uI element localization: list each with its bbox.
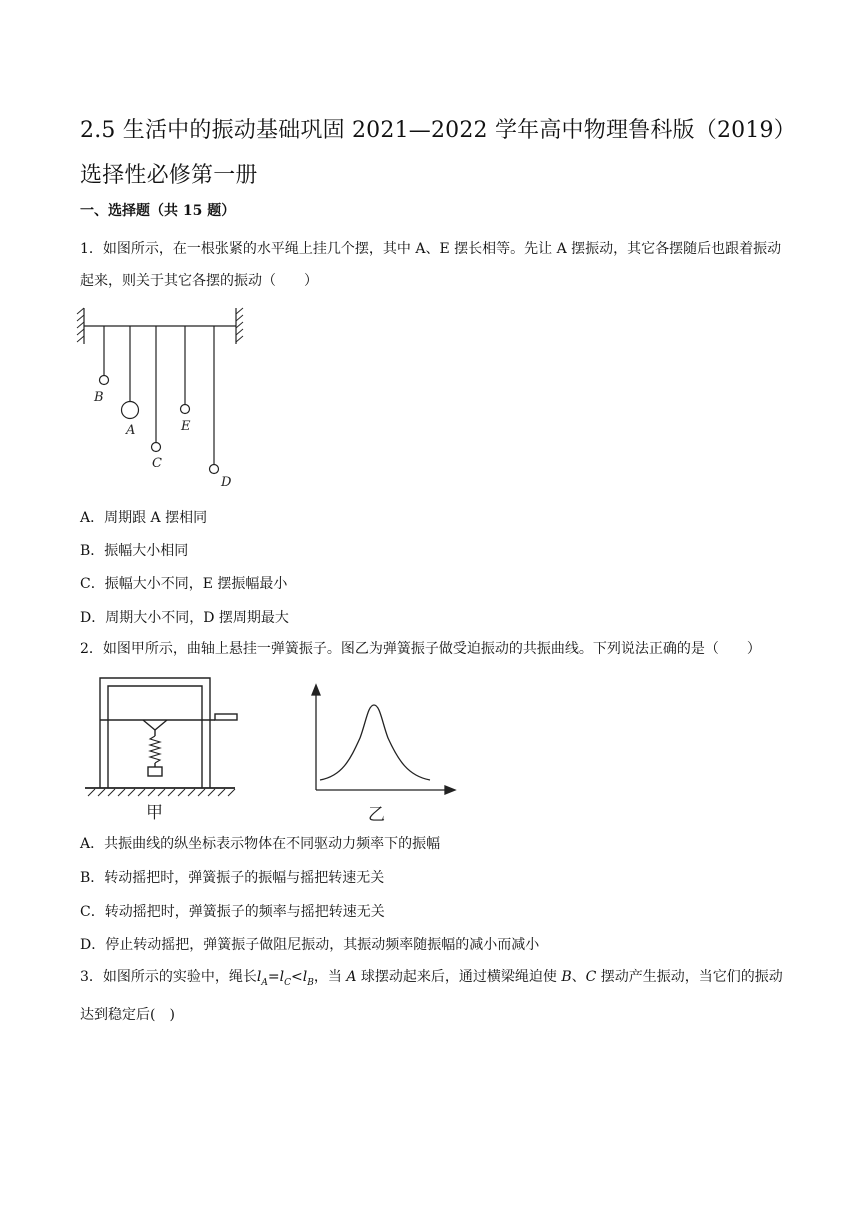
question-1-option-a: A．周期跟 A 摆相同 (80, 510, 208, 526)
label-c: C (152, 456, 162, 471)
label-a: A (126, 423, 136, 438)
question-2-option-b: B．转动摇把时，弹簧振子的振幅与摇把转速无关 (80, 870, 385, 886)
right-wall-hatch (236, 308, 243, 342)
question-2-option-a: A．共振曲线的纵坐标表示物体在不同驱动力频率下的振幅 (80, 836, 441, 852)
question-2-stem: 2．如图甲所示，曲轴上悬挂一弹簧振子。图乙为弹簧振子做受迫振动的共振曲线。下列说法正确的是（ ） (80, 641, 761, 657)
spring (150, 736, 160, 763)
section-heading: 一、选择题（共 15 题） (80, 203, 236, 219)
pendulum-e-bob (181, 405, 190, 414)
question-2-option-d: D．停止转动摇把，弹簧振子做阻尼振动，其振动频率随振幅的减小而减小 (80, 937, 540, 953)
title-line-2: 选择性必修第一册 (80, 163, 258, 188)
question-1-option-c: C．振幅大小不同，E 摆振幅最小 (80, 576, 288, 592)
question-2-figure-jia (80, 672, 240, 824)
question-1-figure (74, 300, 254, 490)
hanger (143, 720, 167, 730)
pendulum-c-bob (152, 443, 161, 452)
figure-yi-label: 乙 (368, 805, 385, 825)
label-e: E (181, 419, 191, 434)
title-line-1: 2.5 生活中的振动基础巩固 2021—2022 学年高中物理鲁科版（2019） (80, 118, 796, 143)
x-axis-arrow (445, 786, 455, 794)
ground-hatch (88, 789, 235, 796)
figure-jia-label: 甲 (146, 803, 163, 823)
spring-mass (148, 767, 162, 776)
label-d: D (221, 475, 232, 490)
label-b: B (94, 390, 104, 405)
question-1-stem: 1．如图所示，在一根张紧的水平绳上挂几个摆，其中 A、E 摆长相等。先让 A 摆振动，其它各摆随后也跟着振动起来，则关于其它各摆的振动（ ） (80, 241, 782, 289)
left-wall-hatch (77, 308, 84, 342)
question-3-stem: 3．如图所示的实验中，绳长$l_A=l_C<l_B$，当 A 球摆动起来后，通过横梁绳迫使 B、C 摆动产生振动，当它们的振动达到稳定后( ) (80, 969, 783, 1023)
question-1-option-b: B．振幅大小相同 (80, 543, 189, 559)
question-1-option-d: D．周期大小不同，D 摆周期最大 (80, 610, 289, 626)
pendulum-a-bob (122, 402, 139, 419)
y-axis-arrow (312, 685, 320, 695)
question-2-figure-yi (290, 680, 462, 825)
page-title (80, 108, 800, 198)
pendulum-d-bob (210, 465, 219, 474)
crank-handle (215, 714, 237, 720)
resonance-curve (320, 705, 430, 780)
question-2-option-c: C．转动摇把时，弹簧振子的频率与摇把转速无关 (80, 904, 385, 920)
pendulum-b-bob (100, 376, 109, 385)
